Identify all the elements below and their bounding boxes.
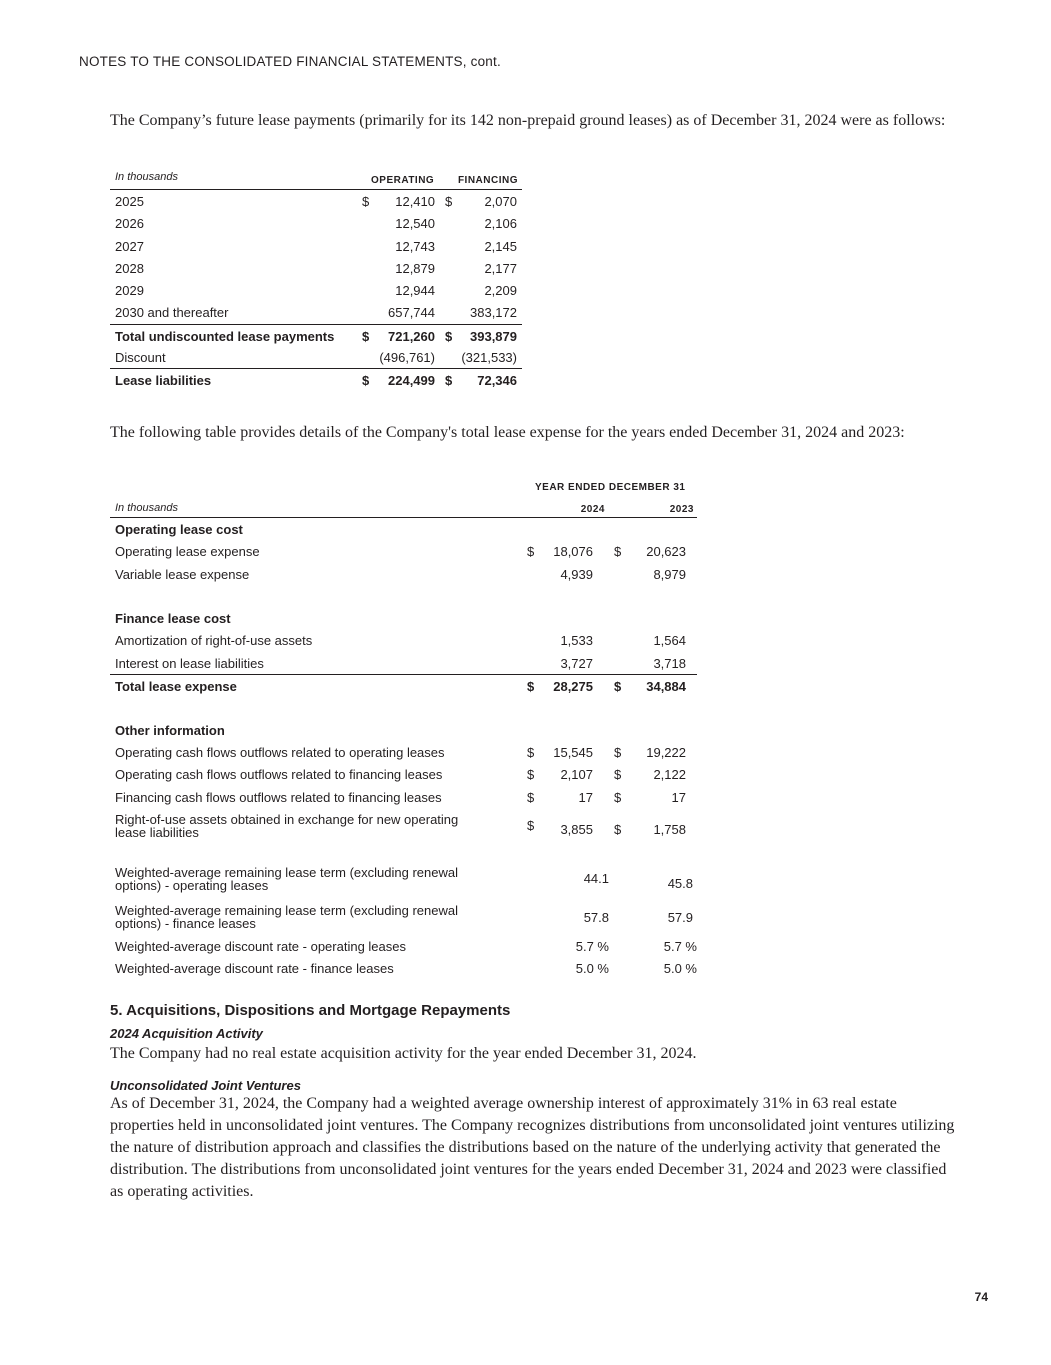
finance-lease-cost-header (110, 607, 697, 629)
row-label-line1: Weighted-average remaining lease term (excluding renewal (115, 864, 458, 880)
currency-symbol: $ (445, 194, 453, 209)
table-row (110, 324, 522, 346)
page-header: NOTES TO THE CONSOLIDATED FINANCIAL STATEMENTS, cont. (79, 54, 501, 69)
section-heading: Operating lease cost (115, 522, 243, 537)
value-2024: 5.7 % (575, 938, 609, 954)
value-2023: 3,718 (653, 655, 686, 671)
value-2024: 1,533 (560, 633, 593, 649)
unit-label: In thousands (115, 502, 178, 514)
value-2023: 1,564 (653, 633, 686, 649)
row-label-line2: options) - operating leases (115, 877, 269, 893)
row-label-line2: lease liabilities (115, 824, 199, 840)
value-2023: 1,758 (653, 821, 686, 837)
column-header-financing: FINANCING (457, 175, 518, 186)
financing-value: 2,145 (484, 238, 517, 254)
value-2023: 57.9 (667, 909, 693, 925)
financing-value: 393,879 (470, 328, 517, 344)
financing-value: 2,177 (484, 260, 517, 276)
value-2023: 5.0 % (663, 961, 697, 977)
table-row (110, 563, 697, 585)
subheading-acquisition: 2024 Acquisition Activity (110, 1026, 263, 1041)
currency-symbol: $ (614, 544, 622, 560)
table-row (110, 301, 522, 323)
table-row (110, 957, 697, 979)
row-label: 2029 (115, 283, 144, 299)
section-title: 5. Acquisitions, Dispositions and Mortgage Repayments (110, 1002, 511, 1019)
financing-value: 383,172 (470, 305, 517, 321)
row-label-line2: options) - finance leases (115, 915, 256, 931)
row-label: 2028 (115, 260, 144, 276)
row-label: Total undiscounted lease payments (115, 328, 335, 344)
currency-symbol: $ (614, 821, 622, 837)
lease-payments-intro: The Company’s future lease payments (primarily for its 142 non-prepaid ground leases) as of December 31, 2024 were as follows: (110, 112, 946, 129)
row-label: 2026 (115, 216, 144, 232)
table-row (110, 279, 522, 301)
row-label-line1: Right-of-use assets obtained in exchange for new operating (115, 811, 459, 827)
value-2023: 45.8 (667, 875, 693, 891)
row-label: 2025 (115, 194, 144, 209)
value-2023: 20,623 (646, 544, 686, 560)
row-label: Lease liabilities (115, 373, 212, 389)
total-row (110, 674, 697, 696)
row-label: Variable lease expense (115, 566, 250, 582)
value-2024: 4,939 (560, 566, 593, 582)
operating-value: (496,761) (379, 350, 435, 366)
currency-symbol: $ (614, 767, 622, 783)
operating-value: 224,499 (388, 373, 435, 389)
future-lease-payments-table (110, 170, 522, 391)
section-heading: Finance lease cost (115, 611, 231, 627)
operating-value: 721,260 (388, 328, 435, 344)
value-2023: 34,884 (646, 679, 686, 695)
value-2023: 19,222 (646, 744, 686, 760)
spacer-row (110, 585, 697, 607)
financing-value: (321,533) (461, 350, 517, 366)
value-2024: 28,275 (553, 679, 593, 695)
currency-symbol: $ (445, 373, 453, 389)
currency-symbol: $ (362, 328, 370, 344)
value-2024: 3,727 (560, 655, 593, 671)
financing-value: 72,346 (477, 373, 517, 389)
row-label: Discount (115, 350, 166, 366)
operating-value: 12,944 (395, 283, 435, 299)
operating-value: 12,879 (395, 260, 435, 276)
value-2023: 5.7 % (663, 938, 697, 954)
currency-symbol: $ (445, 328, 453, 344)
value-2024: 2,107 (560, 767, 593, 783)
row-label: Amortization of right-of-use assets (115, 633, 313, 649)
row-label: Interest on lease liabilities (115, 655, 264, 671)
unit-label: In thousands (115, 171, 178, 183)
currency-symbol: $ (527, 817, 535, 833)
table-row (110, 190, 522, 212)
table-row (110, 212, 522, 234)
value-2023: 2,122 (653, 767, 686, 783)
table-row (110, 235, 522, 257)
section-heading: Other information (115, 722, 225, 738)
currency-symbol: $ (362, 194, 370, 209)
column-header-2024: 2024 (580, 504, 605, 515)
acquisition-paragraph: The Company had no real estate acquisition activity for the year ended December 31, 2024. (110, 1045, 697, 1062)
row-label: Weighted-average discount rate - operating leases (115, 938, 406, 954)
row-label-line1: Weighted-average remaining lease term (excluding renewal (115, 902, 458, 918)
table-row (110, 763, 697, 785)
page-number: 74 (974, 1290, 988, 1304)
table-row (110, 629, 697, 651)
row-label: Operating lease expense (115, 544, 260, 560)
row-label: 2030 and thereafter (115, 305, 229, 321)
other-information-header (110, 719, 697, 741)
financing-value: 2,209 (484, 283, 517, 299)
financing-value: 2,070 (484, 194, 517, 209)
lease-expense-table (110, 478, 697, 979)
table-row (110, 935, 697, 957)
subheading-joint-ventures: Unconsolidated Joint Ventures (110, 1078, 301, 1093)
value-2024: 18,076 (553, 544, 593, 560)
value-2023: 17 (671, 789, 686, 805)
table-header-row (110, 170, 522, 190)
row-label: Operating cash flows outflows related to financing leases (115, 767, 443, 783)
operating-value: 12,410 (395, 194, 435, 209)
table-row (110, 861, 697, 901)
table-row (110, 786, 697, 808)
currency-symbol: $ (614, 679, 622, 695)
operating-value: 12,540 (395, 216, 435, 232)
table-row (110, 808, 697, 848)
currency-symbol: $ (527, 789, 535, 805)
currency-symbol: $ (614, 789, 622, 805)
table-body (110, 190, 522, 391)
column-header-operating: OPERATING (371, 175, 435, 186)
currency-symbol: $ (527, 744, 535, 760)
joint-ventures-paragraph: As of December 31, 2024, the Company had a weighted average ownership interest of approximately 31% in 63 real estate properties held in unconsolidated joint ventures. The Company recognizes distributions from unconsolidated joint ventures utilizing the nature of distribution approach and classifies the distributions based on the nature of the underlying activity that generated the distribution. The distributions from unconsolidated joint ventures for the years ended December 31, 2024 and 2023 were classified as operating activities. (110, 1095, 955, 1200)
financing-value: 2,106 (484, 216, 517, 232)
value-2024: 17 (578, 789, 593, 805)
currency-symbol: $ (614, 744, 622, 760)
value-2024: 44.1 (583, 870, 609, 886)
spacer-row (110, 696, 697, 718)
table-row (110, 652, 697, 674)
lease-expense-intro: The following table provides details of the Company's total lease expense for the years ended December 31, 2024 and 2023: (110, 424, 905, 441)
value-2024: 5.0 % (575, 961, 609, 977)
table-row (110, 368, 522, 390)
operating-value: 657,744 (388, 305, 435, 321)
value-2024: 57.8 (583, 909, 609, 925)
row-label: Operating cash flows outflows related to operating leases (115, 744, 445, 760)
currency-symbol: $ (527, 767, 535, 783)
table-row (110, 257, 522, 279)
value-2024: 15,545 (553, 744, 593, 760)
currency-symbol: $ (527, 679, 535, 695)
table-row (110, 540, 697, 562)
table-row (110, 346, 522, 368)
row-label: Total lease expense (115, 679, 237, 695)
group-header: YEAR ENDED DECEMBER 31 (535, 482, 686, 493)
operating-value: 12,743 (395, 238, 435, 254)
operating-lease-cost-header (110, 518, 697, 540)
spacer-row (110, 848, 697, 861)
row-label: 2027 (115, 238, 144, 254)
group-header-row (110, 478, 697, 498)
currency-symbol: $ (362, 373, 370, 389)
table-row (110, 741, 697, 763)
currency-symbol: $ (527, 544, 535, 560)
row-label: Financing cash flows outflows related to financing leases (115, 789, 442, 805)
value-2023: 8,979 (653, 566, 686, 582)
column-header-2023: 2023 (669, 504, 694, 515)
row-label: Weighted-average discount rate - finance leases (115, 961, 394, 977)
value-2024: 3,855 (560, 821, 593, 837)
table-header-row (110, 498, 697, 518)
